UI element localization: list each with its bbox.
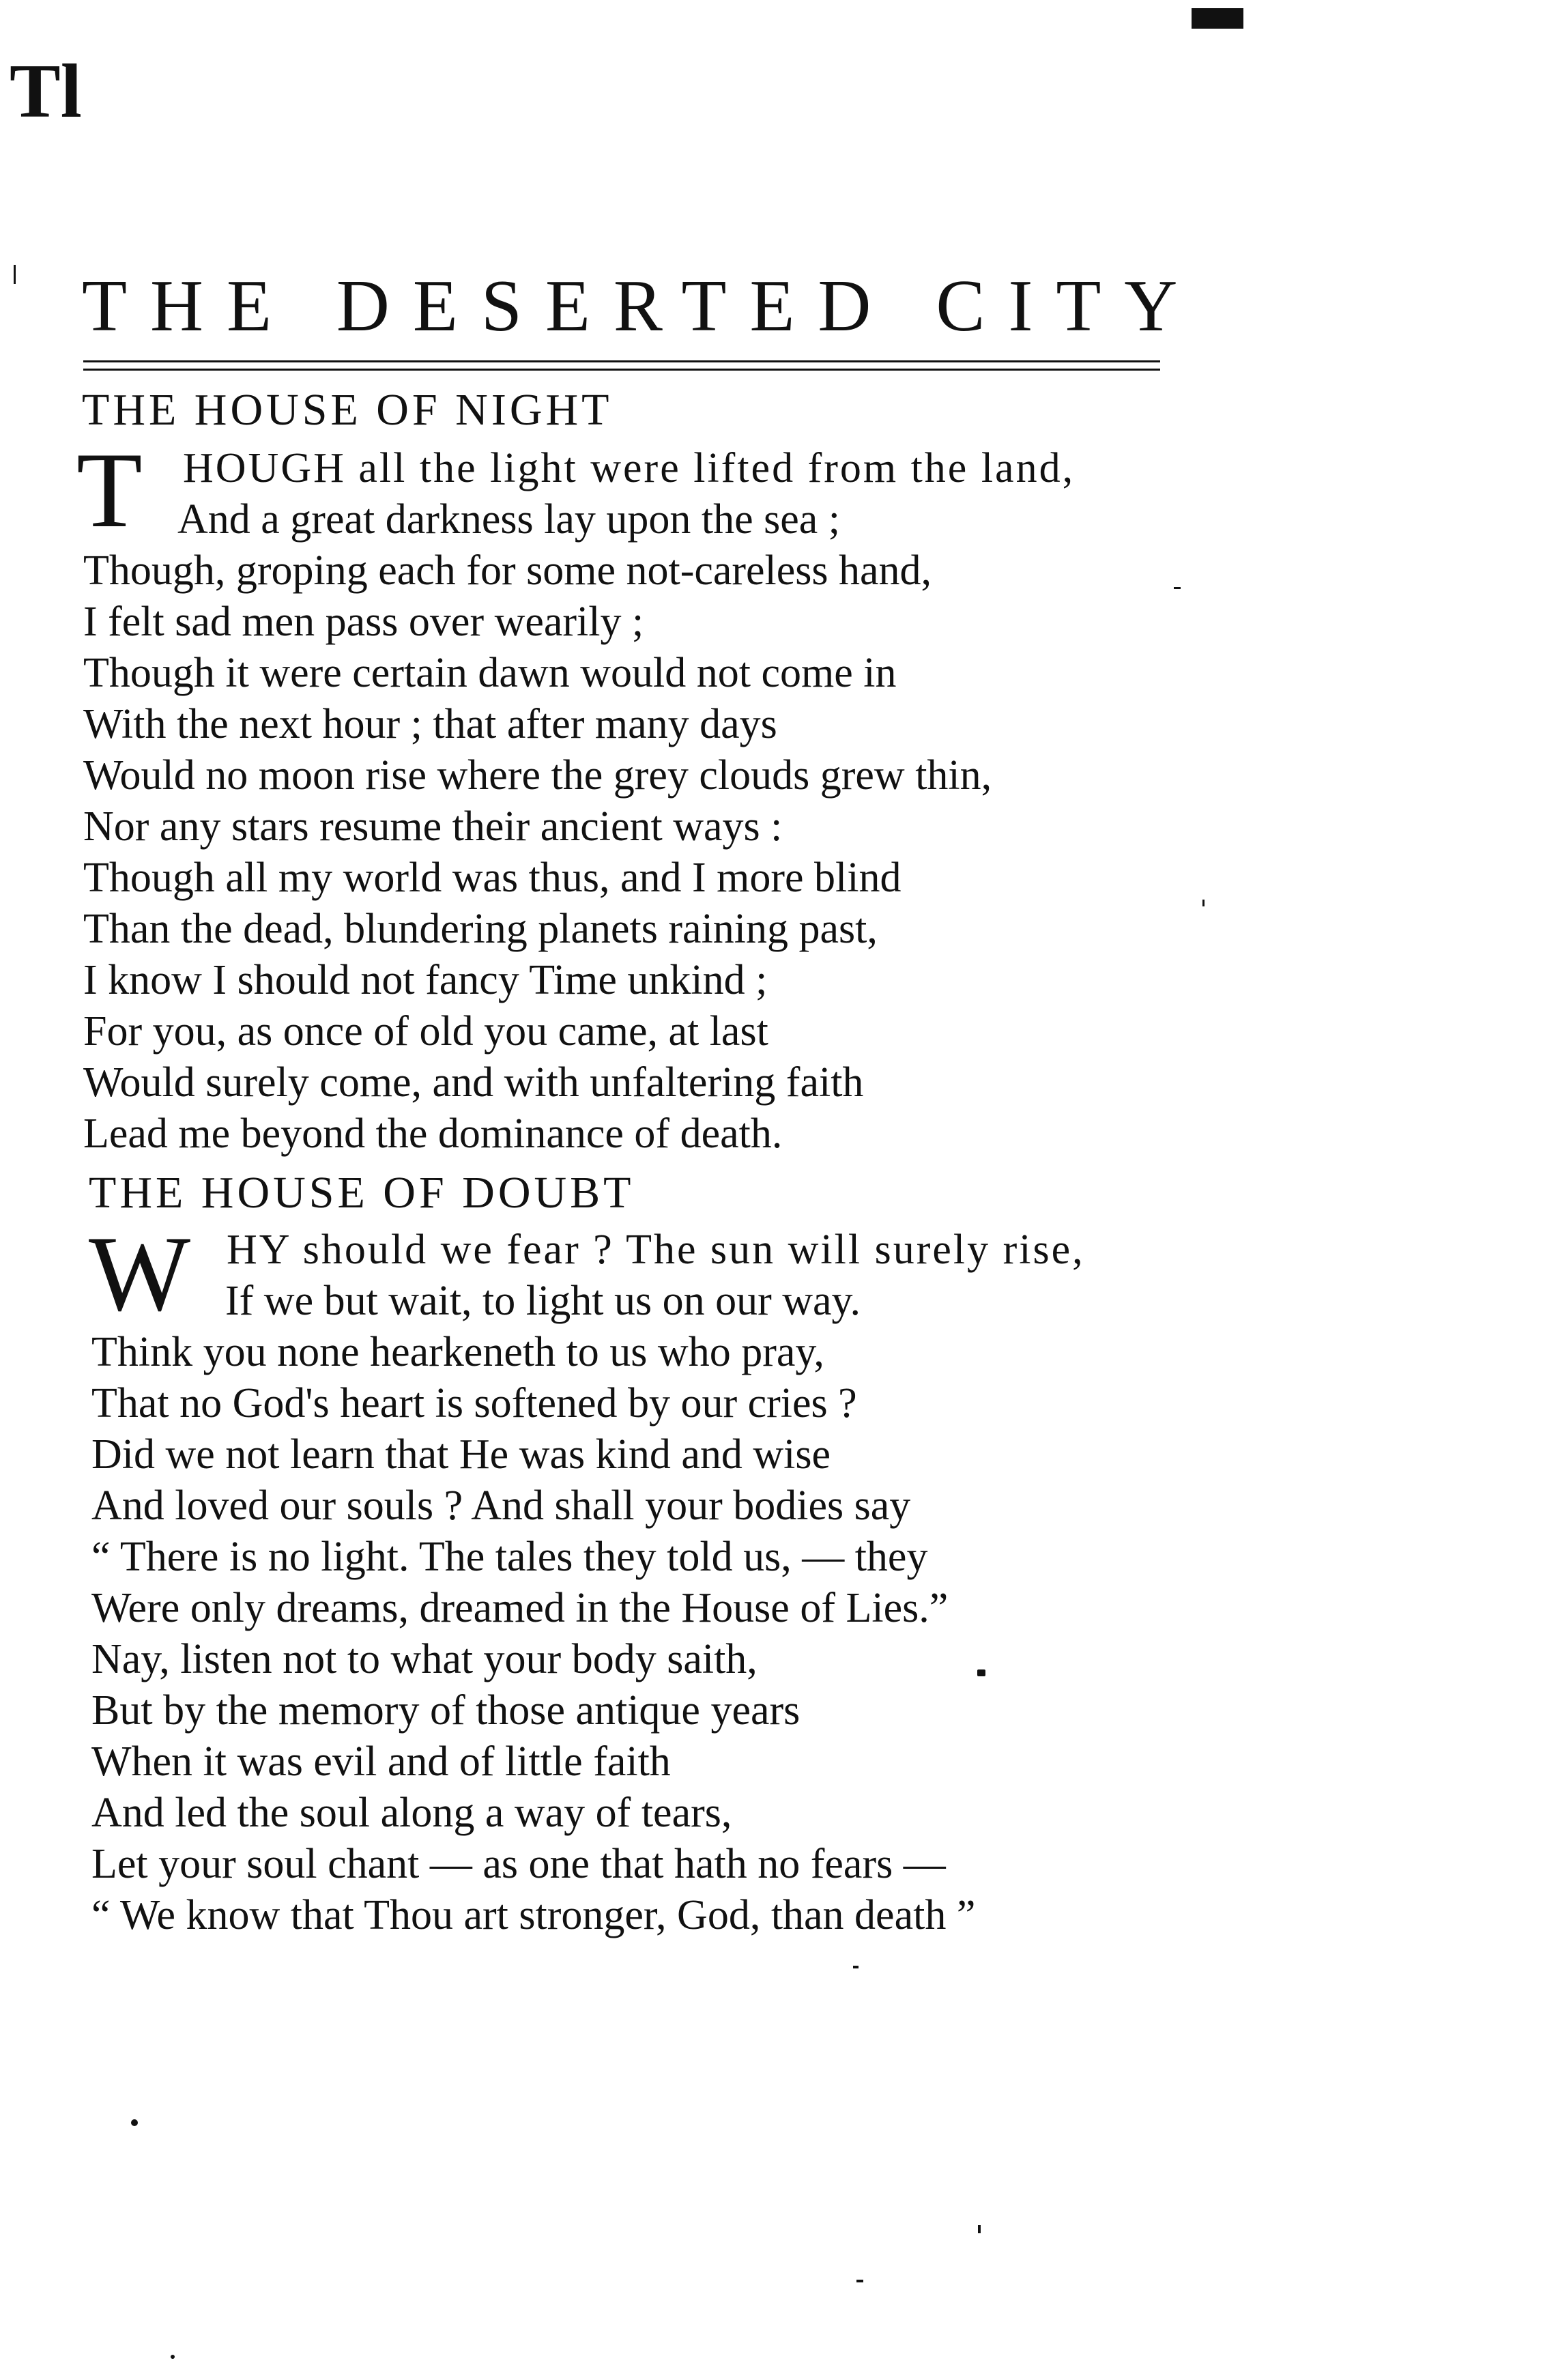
dropcap-night: T (76, 431, 143, 550)
poem-line: Would no moon rise where the grey clouds grew thin, (83, 752, 992, 799)
poem-line: Though, groping each for some not-careless hand, (83, 547, 932, 594)
poem-line: HOUGH all the light were lifted from the land, (183, 445, 1076, 491)
poem-line: Though it were certain dawn would not come in (83, 650, 897, 696)
poem-line: “ We know that Thou art stronger, God, than death ” (91, 1892, 976, 1938)
title-rule-top (83, 360, 1160, 362)
poem-line: Lead me beyond the dominance of death. (83, 1110, 783, 1157)
poem-line: HY should we fear ? The sun will surely rise, (227, 1227, 1085, 1273)
scan-speck (977, 1669, 985, 1676)
poem-line: And loved our souls ? And shall your bodies say (91, 1482, 911, 1529)
poem-line: Though all my world was thus, and I more blind (83, 855, 902, 901)
poem-line: I know I should not fancy Time unkind ; (83, 957, 768, 1003)
section-heading-night: THE HOUSE OF NIGHT (82, 385, 613, 435)
poem-line: Would surely come, and with unfaltering faith (83, 1059, 864, 1106)
poem-line: But by the memory of those antique years (91, 1687, 801, 1734)
poem-line: Nor any stars resume their ancient ways : (83, 803, 783, 850)
poem-line: Were only dreams, dreamed in the House of Lies.” (91, 1585, 949, 1631)
scan-speck (1174, 587, 1181, 589)
poem-line: “ There is no light. The tales they told us, — they (91, 1534, 928, 1580)
scan-speck (14, 265, 16, 284)
poem-line: Than the dead, blundering planets raining past, (83, 906, 878, 952)
scan-speck (1202, 900, 1205, 906)
poem-line: Did we not learn that He was kind and wise (91, 1431, 831, 1478)
scan-mark (1192, 8, 1243, 29)
poem-line: For you, as once of old you came, at last (83, 1008, 768, 1055)
poem-line: That no God's heart is softened by our cries ? (91, 1380, 857, 1426)
poem-line: And led the soul along a way of tears, (91, 1790, 732, 1836)
scan-speck (853, 1966, 859, 1968)
poem-line: Think you none hearkeneth to us who pray, (91, 1329, 824, 1375)
dropcap-doubt: W (89, 1214, 191, 1334)
poem-line: Let your soul chant — as one that hath no fears — (91, 1841, 946, 1887)
poem-line: With the next hour ; that after many days (83, 701, 777, 747)
scan-speck (978, 2225, 981, 2233)
scan-speck (131, 2119, 138, 2126)
poem-line: I felt sad men pass over wearily ; (83, 599, 644, 645)
corner-glyph: Tl (10, 49, 82, 134)
page-title: THE DESERTED CITY (82, 266, 1201, 347)
title-rule-bottom (83, 369, 1160, 371)
scan-speck (171, 2355, 175, 2359)
scan-speck (856, 2280, 863, 2282)
poem-line: And a great darkness lay upon the sea ; (177, 496, 841, 543)
poem-line: Nay, listen not to what your body saith, (91, 1636, 758, 1682)
poem-line: If we but wait, to light us on our way. (225, 1278, 861, 1324)
section-heading-doubt: THE HOUSE OF DOUBT (89, 1168, 635, 1218)
poem-line: When it was evil and of little faith (91, 1738, 671, 1785)
